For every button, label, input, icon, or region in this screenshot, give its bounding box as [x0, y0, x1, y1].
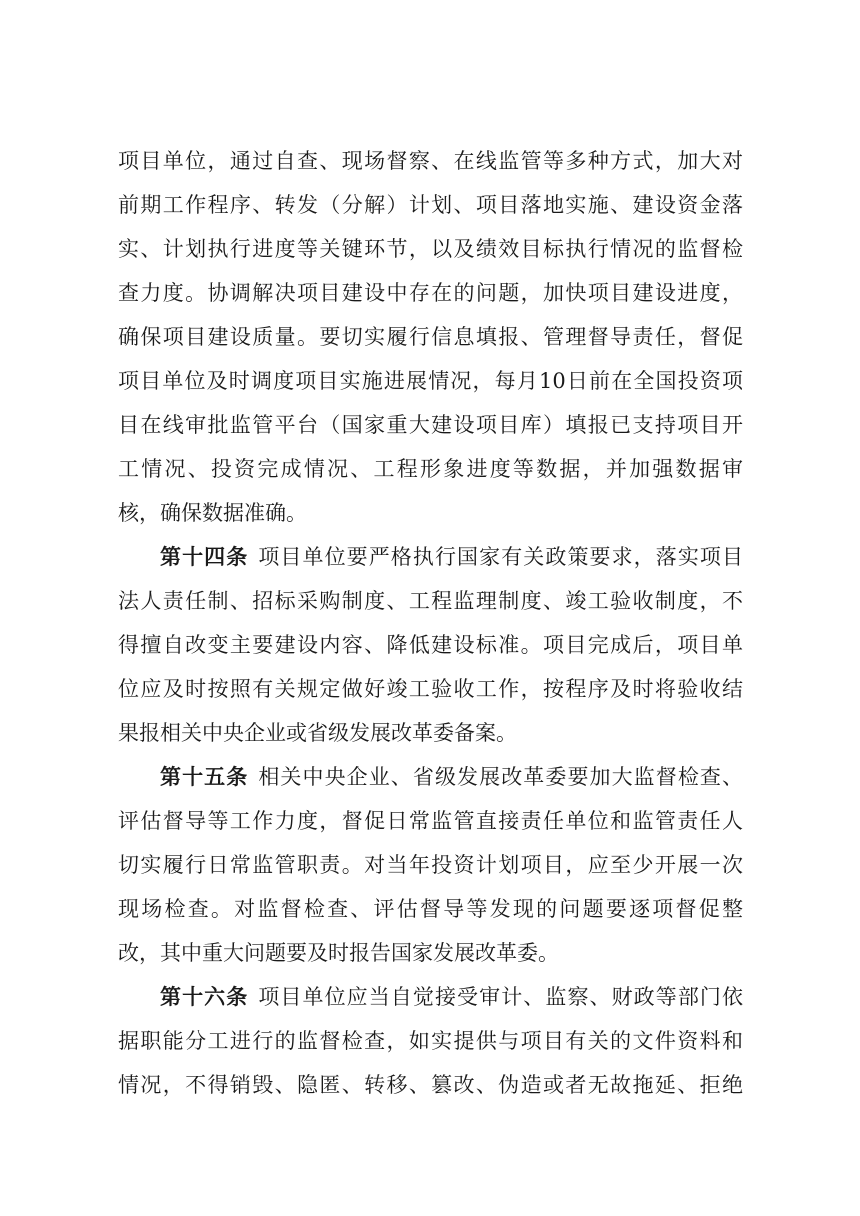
- body-text-line: 得擅自改变主要建设内容、降低建设标准。项目完成后，项目单: [118, 633, 743, 657]
- body-text-line: 现场检查。对监督检查、评估督导等发现的问题要逐项督促整: [118, 897, 743, 921]
- article-14-text: 项目单位要严格执行国家有关政策要求，落实项目: [258, 545, 744, 569]
- body-text-line: 实、计划执行进度等关键环节，以及绩效目标执行情况的监督检: [118, 237, 743, 261]
- article-14-title: 第十四条: [160, 545, 249, 569]
- body-text-line: 确保项目建设质量。要切实履行信息填报、管理督导责任，督促: [118, 325, 743, 349]
- body-text-line: 项目单位，通过自查、现场督察、在线监管等多种方式，加大对: [118, 149, 743, 173]
- body-text-line: 评估督导等工作力度，督促日常监管直接责任单位和监管责任人: [118, 809, 743, 833]
- body-text-line: 目在线审批监管平台（国家重大建设项目库）填报已支持项目开: [118, 413, 743, 437]
- body-text-line: 法人责任制、招标采购制度、工程监理制度、竣工验收制度，不: [118, 589, 743, 613]
- article-16-text: 项目单位应当自觉接受审计、监察、财政等部门依: [258, 985, 744, 1009]
- body-text-line: 改，其中重大问题要及时报告国家发展改革委。: [118, 941, 559, 965]
- body-text-line: 项目单位及时调度项目实施进展情况，每月10日前在全国投资项: [118, 369, 743, 393]
- body-text-line: 果报相关中央企业或省级发展改革委备案。: [118, 721, 517, 745]
- body-text-line: 据职能分工进行的监督检查，如实提供与项目有关的文件资料和: [118, 1029, 743, 1053]
- body-text-line: 切实履行日常监管职责。对当年投资计划项目，应至少开展一次: [118, 853, 743, 877]
- article-15-text: 相关中央企业、省级发展改革委要加大监督检查、: [258, 765, 744, 789]
- article-16-first-line: [160, 982, 743, 1012]
- article-15-title: 第十五条: [160, 765, 249, 789]
- body-text-line: 核，确保数据准确。: [118, 501, 307, 525]
- body-text-line: 位应及时按照有关规定做好竣工验收工作，按程序及时将验收结: [118, 677, 743, 701]
- article-16-title: 第十六条: [160, 985, 249, 1009]
- body-text-line: 情况，不得销毁、隐匿、转移、篡改、伪造或者无故拖延、拒绝: [118, 1073, 743, 1097]
- body-text-line: 查力度。协调解决项目建设中存在的问题，加快项目建设进度，: [118, 281, 743, 305]
- body-text-line: 前期工作程序、转发（分解）计划、项目落地实施、建设资金落: [118, 193, 743, 217]
- article-15-first-line: [160, 762, 743, 792]
- article-14-first-line: [160, 542, 743, 572]
- body-text-line: 工情况、投资完成情况、工程形象进度等数据，并加强数据审: [118, 457, 743, 481]
